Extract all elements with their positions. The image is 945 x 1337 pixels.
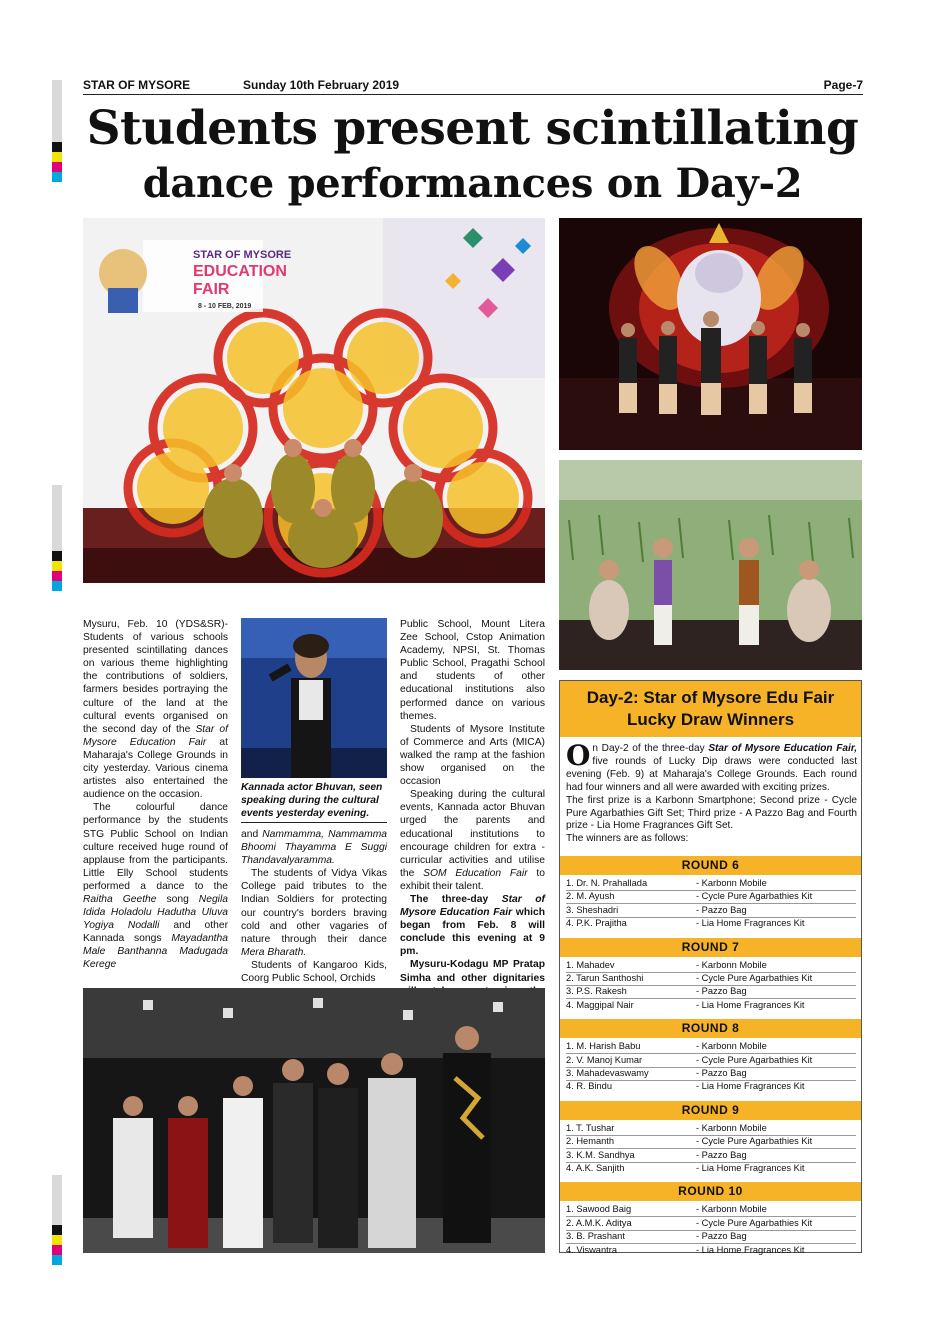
winner-row [566,917,856,930]
winner-name: 3. Sheshadri [566,904,619,915]
winner-prize: - Pazzo Bag [696,904,747,915]
winner-row [566,904,856,917]
registration-mark-middle [52,485,62,593]
winner-row [566,1230,856,1243]
registration-mark-top [52,80,62,183]
lucky-draw-intro: On Day-2 of the three-day Star of Mysore Education Fair, five rounds of Lucky Dip draws were conducted last evening (Feb. 9) at Maharaja's College Grounds. Each round had four winners and all were awarded with exciting prizes. The first prize is a Karbonn Smartphone; Second prize - Cycle Pure Agarbathies Gift Set; Third prize - A Pazzo Bag and Fourth prize - Lia Home Fragrances Gift Set. The winners are as follows: [566,739,857,845]
winner-row [566,959,856,972]
article-column-2 [241,828,387,985]
lucky-draw-title [560,681,861,737]
winner-prize: - Lia Home Fragrances Kit [696,1163,805,1173]
photo-fashion-show-ramp [83,988,545,1253]
winner-prize: - Pazzo Bag [696,1068,747,1078]
winner-row [566,972,856,985]
winner-name: 1. Dr. N. Prahallada [566,878,648,888]
round-header: ROUND 9 [560,1101,861,1120]
winner-name: 4. Viswantra [566,1244,617,1255]
winner-row [566,1054,856,1067]
winner-row [566,1080,856,1093]
winner-prize: - Cycle Pure Agarbathies Kit [696,1054,813,1065]
article-paragraph: Mysuru, Feb. 10 (YDS&SR)- Students of various schools presented scintillating dances on various theme highlighting the contributions of soldiers, farmers besides portraying the culture of the land at the cultural events organised on the second day of the Star of Mysore Education Fair at Maharaja's College Grounds in city yesterday. Various cinema artistes also entertained the audience on the occasion. [83,619,229,801]
newspaper-name: STAR OF MYSORE [83,78,191,92]
headline-line-2: dance performances on Day-2 [142,160,803,207]
round-header: ROUND 6 [560,856,861,875]
round-header: ROUND 10 [560,1182,861,1201]
winner-prize: - Karbonn Mobile [696,878,767,888]
winner-row [566,1067,856,1080]
article-paragraph: and Nammamma, Nammamma Bhoomi Thayamma E Suggi Thandavalyaramma. [241,829,387,867]
page-number: Page-7 [823,78,863,92]
winner-name: 3. Mahadevaswamy [566,1068,649,1078]
winner-name: 3. K.M. Sandhya [566,1149,635,1160]
winner-row [566,1149,856,1162]
winner-prize: - Karbonn Mobile [696,1041,767,1052]
round-header: ROUND 8 [560,1019,861,1038]
winner-name: 2. Hemanth [566,1136,615,1147]
winner-name: 2. Tarun Santhoshi [566,973,644,983]
banner-subtitle: EDUCATION [193,263,287,280]
winner-prize: - Karbonn Mobile [696,959,767,970]
headline-line-1: Students present scintillating [86,101,859,156]
winner-name: 4. Maggipal Nair [566,999,634,1010]
winner-prize: - Karbonn Mobile [696,1204,767,1215]
article-paragraph: Speaking during the cultural events, Kannada actor Bhuvan urged the parents and educational institutions to encourage children for extra -curricular activities and utilise the SOM Education Fair to exhibit their talent. [400,789,545,892]
winner-row [566,1162,856,1175]
winner-prize: - Pazzo Bag [696,986,747,997]
winner-prize: - Lia Home Fragrances Kit [696,999,805,1010]
winner-prize: - Lia Home Fragrances Kit [696,918,805,929]
winner-name: 3. P.S. Rakesh [566,986,627,997]
winner-name: 4. R. Bindu [566,1081,612,1092]
article-paragraph: Students of Mysore Institute of Commerce and Arts (MICA) walked the ramp at the fashion show organised on the occasion [400,723,545,788]
winner-name: 1. Mahadev [566,959,615,970]
photo-kids-paddy-field-stage [559,460,862,670]
photo-actor-bhuvan [241,618,387,778]
winner-row [566,1244,856,1257]
winner-name: 4. P.K. Prajitha [566,918,627,929]
header-rule [83,94,863,95]
article-paragraph: Mysuru-Kodagu MP Pratap Simha and other dignitaries [400,959,545,984]
lucky-draw-title-line-2: Lucky Draw Winners [626,710,795,729]
winner-prize: - Cycle Pure Agarbathies Kit [696,891,813,902]
article-column-3 [400,618,545,1011]
winner-prize: - Karbonn Mobile [696,1122,767,1133]
article-column-1 [83,618,228,972]
photo-fan-dance [83,218,545,583]
winner-name: 2. A.M.K. Aditya [566,1217,632,1228]
lucky-draw-box [559,680,862,1253]
registration-mark-bottom [52,1175,62,1270]
winner-prize: - Pazzo Bag [696,1149,747,1160]
winner-prize: - Cycle Pure Agarbathies Kit [696,1136,813,1147]
winner-row [566,877,856,890]
winner-row [566,1040,856,1053]
winner-name: 1. M. Harish Babu [566,1041,641,1052]
article-paragraph: Students of Kangaroo Kids, Coorg Public School, Orchids [241,959,387,985]
drop-cap: O [566,739,591,772]
winner-name: 1. Sawood Baig [566,1204,632,1215]
winner-prize: - Pazzo Bag [696,1231,747,1242]
article-paragraph: The three-day Star of Mysore Education Fair which began from Feb. 8 will conclude this evening at 9 pm. [400,893,545,958]
winner-name: 2. V. Manoj Kumar [566,1054,643,1065]
winner-prize: - Cycle Pure Agarbathies Kit [696,1217,813,1228]
winner-row [566,985,856,998]
lucky-draw-title-line-1: Day-2: Star of Mysore Edu Fair [586,688,835,707]
lucky-draw-winners-intro: The winners are as follows: [566,833,689,845]
page-header [83,78,863,94]
round-header: ROUND 7 [560,938,861,957]
winner-row [566,1135,856,1148]
winner-row [566,1203,856,1216]
article-paragraph: The students of Vidya Vikas College paid tributes to the Indian Soldiers for protecting our country's borders braving cold and other vagaries of nature through their dance Mera Bharath. [241,868,387,958]
lucky-draw-prizes: The first prize is a Karbonn Smartphone; Second prize - Cycle Pure Agarbathies Gift Set; Third prize - A Pazzo Bag and Fourth prize - Lia Home Fragrances Gift Set. [566,794,857,832]
winner-name: 1. T. Tushar [566,1122,615,1133]
winner-row [566,999,856,1012]
banner-dates: 8 - 10 FEB, 2019 [198,303,252,310]
winner-prize: - Lia Home Fragrances Kit [696,1081,805,1092]
banner-subtitle-2: FAIR [193,281,230,298]
winner-prize: - Lia Home Fragrances Kit [696,1244,805,1255]
banner-title: STAR OF MYSORE [193,249,292,261]
caption-underline [241,822,387,823]
issue-date: Sunday 10th February 2019 [243,78,400,92]
winner-prize: - Cycle Pure Agarbathies Kit [696,973,813,983]
article-paragraph: Public School, Mount Litera Zee School, Cstop Animation Academy, NPSI, St. Thomas Public School, Pragathi School and students of other educational institutions also performed dance on various themes. [400,619,545,722]
winner-row [566,890,856,903]
winner-name: 2. M. Ayush [566,891,615,902]
winner-name: 4. A.K. Sanjith [566,1163,625,1173]
winner-row [566,1122,856,1135]
photo-ganesha-stage-dance [559,218,862,450]
winner-row [566,1217,856,1230]
winner-name: 3. B. Prashant [566,1231,625,1242]
article-paragraph: The colourful dance performance by the students STG Public School on Indian culture received huge round of applause from the participants. Little Elly School students performed a dance to the Raitha Geethe song Negila Idida Holadolu Hadutha Uluva Yogiya Nodalli and other Kannada songs Mayadantha Male Banthanna Madugada Kerege [83,802,229,971]
photo-caption-bhuvan: Kannada actor Bhuvan, seen speaking during the cultural events yesterday evening. [241,782,383,820]
